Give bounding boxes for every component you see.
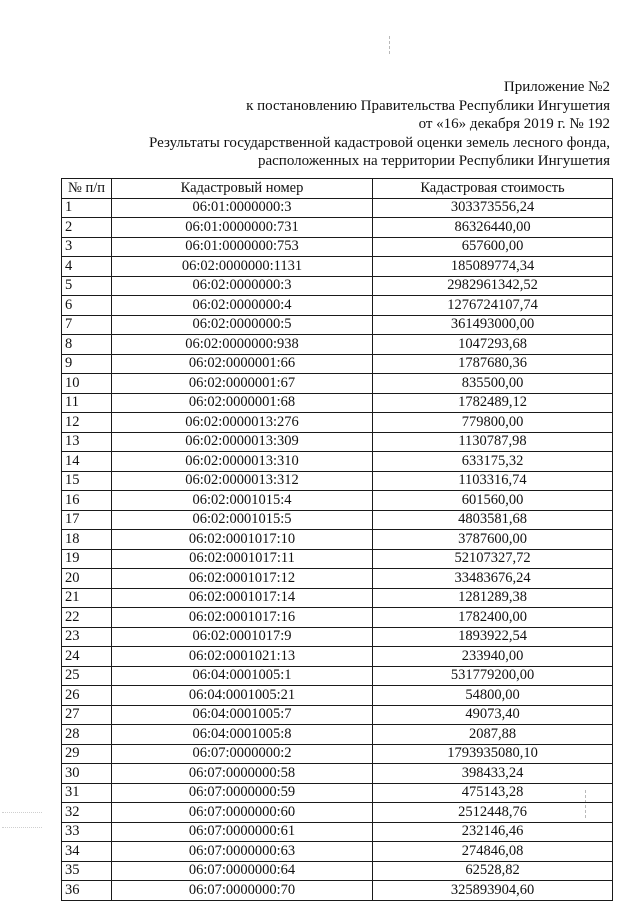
cadastral-number-cell: 06:07:0000000:70 (112, 881, 373, 901)
cadastral-number-cell: 06:02:0001017:10 (112, 530, 373, 550)
table-row (62, 627, 613, 647)
table-row (62, 198, 613, 218)
cadastral-number-cell: 06:02:0000013:309 (112, 432, 373, 452)
cadastral-number-cell: 06:02:0000000:1131 (112, 257, 373, 277)
table-row (62, 569, 613, 589)
table-row (62, 705, 613, 725)
table-row (62, 413, 613, 433)
table-row (62, 549, 613, 569)
table-row (62, 608, 613, 628)
cadastral-number-cell: 06:02:0001017:9 (112, 627, 373, 647)
table-row (62, 257, 613, 277)
row-number-cell: 30 (62, 764, 112, 784)
cadastral-number-cell: 06:02:0001017:12 (112, 569, 373, 589)
table-row (62, 842, 613, 862)
resolution-reference: к постановлению Правительства Республики Ингушетия (246, 97, 610, 114)
column-header-number: № п/п (62, 179, 112, 199)
appendix-title: Приложение №2 (503, 79, 610, 95)
table-row (62, 276, 613, 296)
row-number-cell: 18 (62, 530, 112, 550)
cadastral-number-cell: 06:07:0000000:60 (112, 803, 373, 823)
cadastral-number-cell: 06:02:0001017:11 (112, 549, 373, 569)
row-number-cell: 1 (62, 198, 112, 218)
cadastral-value-cell: 2087,88 (373, 725, 613, 745)
row-number-cell: 14 (62, 452, 112, 472)
table-row (62, 374, 613, 394)
cadastral-value-cell: 2982961342,52 (373, 276, 613, 296)
row-number-cell: 24 (62, 647, 112, 667)
cadastral-value-cell: 4803581,68 (373, 510, 613, 530)
cadastral-value-cell: 1782489,12 (373, 393, 613, 413)
row-number-cell: 33 (62, 822, 112, 842)
column-header-cadastral-value: Кадастровая стоимость (373, 179, 613, 199)
cadastral-value-cell: 49073,40 (373, 705, 613, 725)
row-number-cell: 27 (62, 705, 112, 725)
table-header-row (62, 179, 613, 199)
table-row (62, 471, 613, 491)
table-row (62, 510, 613, 530)
cadastral-number-cell: 06:07:0000000:61 (112, 822, 373, 842)
row-number-cell: 34 (62, 842, 112, 862)
table-row (62, 647, 613, 667)
cadastral-number-cell: 06:01:0000000:753 (112, 237, 373, 257)
cadastral-number-cell: 06:07:0000000:2 (112, 744, 373, 764)
table-row (62, 744, 613, 764)
document-title-line-1: Результаты государственной кадастровой оценки земель лесного фонда, (148, 134, 610, 151)
row-number-cell: 32 (62, 803, 112, 823)
cadastral-value-cell: 1281289,38 (373, 588, 613, 608)
cadastral-number-cell: 06:07:0000000:58 (112, 764, 373, 784)
row-number-cell: 10 (62, 374, 112, 394)
cadastral-valuation-table (61, 178, 613, 901)
cadastral-number-cell: 06:02:0000013:310 (112, 452, 373, 472)
cadastral-number-cell: 06:04:0001005:8 (112, 725, 373, 745)
cadastral-number-cell: 06:02:0000001:66 (112, 354, 373, 374)
row-number-cell: 19 (62, 549, 112, 569)
cadastral-value-cell: 232146,46 (373, 822, 613, 842)
cadastral-value-cell: 52107327,72 (373, 549, 613, 569)
row-number-cell: 13 (62, 432, 112, 452)
cadastral-number-cell: 06:04:0001005:7 (112, 705, 373, 725)
row-number-cell: 7 (62, 315, 112, 335)
cadastral-number-cell: 06:01:0000000:3 (112, 198, 373, 218)
cadastral-value-cell: 62528,82 (373, 861, 613, 881)
row-number-cell: 21 (62, 588, 112, 608)
table-row (62, 432, 613, 452)
cadastral-value-cell: 601560,00 (373, 491, 613, 511)
cadastral-value-cell: 2512448,76 (373, 803, 613, 823)
table-row (62, 218, 613, 238)
cadastral-value-cell: 274846,08 (373, 842, 613, 862)
cadastral-number-cell: 06:02:0000000:5 (112, 315, 373, 335)
row-number-cell: 5 (62, 276, 112, 296)
row-number-cell: 31 (62, 783, 112, 803)
cadastral-value-cell: 3787600,00 (373, 530, 613, 550)
table-row (62, 803, 613, 823)
table-row (62, 861, 613, 881)
cadastral-number-cell: 06:02:0001021:13 (112, 647, 373, 667)
table-row (62, 725, 613, 745)
row-number-cell: 23 (62, 627, 112, 647)
cadastral-number-cell: 06:07:0000000:63 (112, 842, 373, 862)
row-number-cell: 11 (62, 393, 112, 413)
cadastral-value-cell: 1793935080,10 (373, 744, 613, 764)
cadastral-number-cell: 06:02:0001015:5 (112, 510, 373, 530)
table-row (62, 354, 613, 374)
table-row (62, 666, 613, 686)
cadastral-value-cell: 779800,00 (373, 413, 613, 433)
table-row (62, 335, 613, 355)
cadastral-value-cell: 1130787,98 (373, 432, 613, 452)
table-row (62, 588, 613, 608)
table-body (62, 198, 613, 900)
cadastral-value-cell: 54800,00 (373, 686, 613, 706)
cadastral-number-cell: 06:02:0001017:16 (112, 608, 373, 628)
cadastral-value-cell: 233940,00 (373, 647, 613, 667)
cadastral-number-cell: 06:02:0000000:938 (112, 335, 373, 355)
cadastral-number-cell: 06:07:0000000:59 (112, 783, 373, 803)
row-number-cell: 9 (62, 354, 112, 374)
row-number-cell: 26 (62, 686, 112, 706)
row-number-cell: 20 (62, 569, 112, 589)
cadastral-value-cell: 1893922,54 (373, 627, 613, 647)
cadastral-value-cell: 1782400,00 (373, 608, 613, 628)
row-number-cell: 28 (62, 725, 112, 745)
row-number-cell: 12 (62, 413, 112, 433)
cadastral-value-cell: 657600,00 (373, 237, 613, 257)
table-row (62, 491, 613, 511)
column-header-cadastral-number: Кадастровый номер (112, 179, 373, 199)
cadastral-number-cell: 06:02:0000001:68 (112, 393, 373, 413)
cadastral-value-cell: 398433,24 (373, 764, 613, 784)
document-title-line-2: расположенных на территории Республики Ингушетия (257, 153, 610, 170)
cadastral-value-cell: 475143,28 (373, 783, 613, 803)
row-number-cell: 29 (62, 744, 112, 764)
row-number-cell: 6 (62, 296, 112, 316)
cadastral-number-cell: 06:02:0000013:276 (112, 413, 373, 433)
cadastral-value-cell: 33483676,24 (373, 569, 613, 589)
resolution-date-number: от «16» декабря 2019 г. № 192 (418, 116, 610, 133)
cadastral-value-cell: 633175,32 (373, 452, 613, 472)
table-row (62, 881, 613, 901)
row-number-cell: 4 (62, 257, 112, 277)
cadastral-value-cell: 361493000,00 (373, 315, 613, 335)
row-number-cell: 22 (62, 608, 112, 628)
row-number-cell: 15 (62, 471, 112, 491)
cadastral-value-cell: 1047293,68 (373, 335, 613, 355)
table-row (62, 822, 613, 842)
table-row (62, 452, 613, 472)
table-row (62, 393, 613, 413)
table-row (62, 315, 613, 335)
scan-artifact-mark (389, 36, 390, 54)
cadastral-number-cell: 06:04:0001005:21 (112, 686, 373, 706)
row-number-cell: 2 (62, 218, 112, 238)
cadastral-number-cell: 06:07:0000000:64 (112, 861, 373, 881)
table-row (62, 783, 613, 803)
cadastral-value-cell: 1787680,36 (373, 354, 613, 374)
cadastral-number-cell: 06:04:0001005:1 (112, 666, 373, 686)
row-number-cell: 35 (62, 861, 112, 881)
row-number-cell: 36 (62, 881, 112, 901)
cadastral-number-cell: 06:02:0000000:4 (112, 296, 373, 316)
cadastral-number-cell: 06:02:0000000:3 (112, 276, 373, 296)
table-row (62, 237, 613, 257)
row-number-cell: 25 (62, 666, 112, 686)
cadastral-value-cell: 1103316,74 (373, 471, 613, 491)
cadastral-number-cell: 06:02:0000013:312 (112, 471, 373, 491)
cadastral-number-cell: 06:01:0000000:731 (112, 218, 373, 238)
cadastral-value-cell: 86326440,00 (373, 218, 613, 238)
table-row (62, 296, 613, 316)
row-number-cell: 16 (62, 491, 112, 511)
row-number-cell: 17 (62, 510, 112, 530)
cadastral-value-cell: 531779200,00 (373, 666, 613, 686)
table-row (62, 686, 613, 706)
cadastral-value-cell: 325893904,60 (373, 881, 613, 901)
scan-artifact-dots (2, 812, 42, 828)
row-number-cell: 3 (62, 237, 112, 257)
cadastral-number-cell: 06:02:0001017:14 (112, 588, 373, 608)
cadastral-number-cell: 06:02:0001015:4 (112, 491, 373, 511)
table-row (62, 530, 613, 550)
cadastral-value-cell: 185089774,34 (373, 257, 613, 277)
cadastral-value-cell: 835500,00 (373, 374, 613, 394)
cadastral-number-cell: 06:02:0000001:67 (112, 374, 373, 394)
cadastral-value-cell: 1276724107,74 (373, 296, 613, 316)
cadastral-value-cell: 303373556,24 (373, 198, 613, 218)
document-header (50, 78, 610, 171)
table-row (62, 764, 613, 784)
row-number-cell: 8 (62, 335, 112, 355)
